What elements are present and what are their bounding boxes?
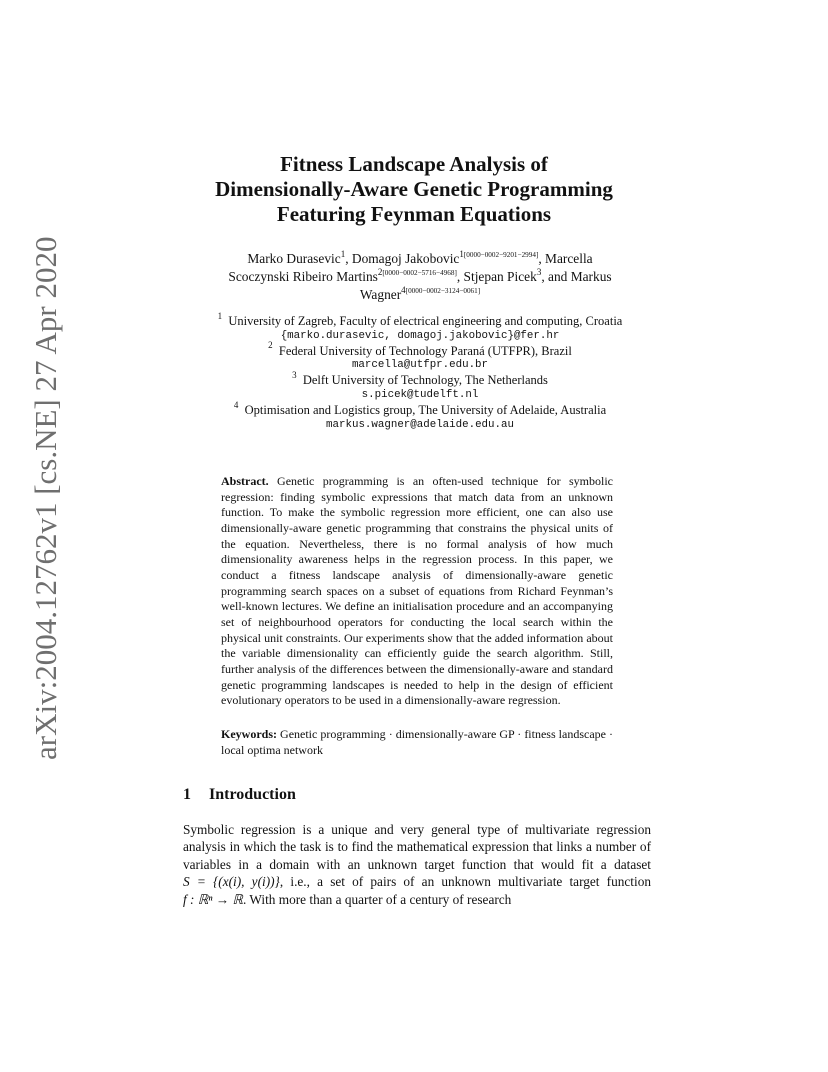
keywords-label: Keywords: bbox=[221, 727, 277, 741]
affiliation-name: $^2$ Federal University of Technology Paraná (UTFPR), Brazil bbox=[268, 340, 572, 358]
keywords-text: Genetic programming · dimensionally-aware GP · fitness landscape · local optima network bbox=[221, 727, 613, 757]
affiliation-marker: 4[0000−0002−3124−0061] bbox=[401, 284, 481, 295]
math-inline: f : ℝⁿ → ℝ bbox=[183, 891, 243, 907]
affiliation-email: s.picek@tudelft.nl bbox=[361, 388, 479, 401]
title-line: Featuring Feynman Equations bbox=[276, 202, 552, 226]
intro-paragraph bbox=[183, 821, 651, 908]
affiliation-marker: 1[0000−0002−9201−2994] bbox=[459, 248, 539, 259]
orcid-id: [0000−0002−9201−2994] bbox=[463, 250, 539, 259]
author-line bbox=[150, 286, 690, 304]
orcid-id: [0000−0002−3124−0061] bbox=[405, 286, 481, 295]
title-line: Dimensionally-Aware Genetic Programming bbox=[215, 177, 613, 201]
title-line: Fitness Landscape Analysis of bbox=[280, 152, 548, 176]
intro-text: Symbolic regression is a unique and very general type of multivariate regression analysis in which the task is to find the mathematical expression that links a number of variables in a domain with an unknown target function that would fit a dataset bbox=[183, 822, 651, 872]
author-name: , Stjepan Picek bbox=[456, 269, 537, 284]
author-list bbox=[150, 250, 690, 304]
arxiv-stamp: arXiv:2004.12762v1 [cs.NE] 27 Apr 2020 bbox=[28, 236, 63, 760]
author-name: , Marcella bbox=[538, 251, 593, 266]
affiliation-name: $^1$ University of Zagreb, Faculty of electrical engineering and computing, Croatia bbox=[217, 310, 623, 328]
abstract-text: Genetic programming is an often-used technique for symbolic regression: finding symbolic expressions that match data from an unknown function. To make the symbolic regression more efficient, one can also use dimensionally-aware genetic programming that constrains the physical units of the equation. Nevertheless, there is no formal analysis of how much dimensionality awareness helps in the regression process. In this paper, we conduct a fitness landscape analysis of dimensionally-aware genetic programming search spaces on a subset of equations from Richard Feynman’s well-known lectures. We define an initialisation procedure and an accompanying set of neighbourhood operators for conducting the local search within the physical unit constraints. Our experiments show that the added information about the variable dimensionality can efficiently guide the search algorithm. Still, further analysis of the differences between the dimensionally-aware and standard genetic programming landscapes is needed to help in the design of efficient evolutionary operators to be used in a dimensionally-aware regression. bbox=[221, 474, 614, 708]
section-title: Introduction bbox=[209, 786, 296, 803]
author-name: Marko Durasevic bbox=[247, 251, 341, 266]
author-name: Scoczynski Ribeiro Martins bbox=[228, 269, 378, 284]
author-line bbox=[150, 250, 690, 268]
affiliation-marker: 3 bbox=[536, 266, 542, 277]
keywords bbox=[221, 727, 613, 758]
affiliation-list bbox=[150, 310, 690, 432]
abstract bbox=[221, 474, 613, 709]
affiliation-email: marcella@utfpr.edu.br bbox=[351, 359, 489, 372]
affiliation-name: $^3$ Delft University of Technology, The Netherlands bbox=[292, 370, 548, 388]
affiliation-email: markus.wagner@adelaide.edu.au bbox=[326, 418, 514, 431]
paper-title bbox=[0, 152, 828, 227]
affiliation-marker: 1 bbox=[340, 248, 346, 259]
abstract-label: Abstract. bbox=[221, 474, 269, 488]
author-line bbox=[150, 268, 690, 286]
author-name: , Domagoj Jakobovic bbox=[345, 251, 460, 266]
affiliation-marker: 2[0000−0002−5716−4968] bbox=[377, 266, 457, 277]
author-name: , and Markus bbox=[541, 269, 612, 284]
section-heading bbox=[183, 785, 296, 805]
math-inline: S = {(x(i), y(i))} bbox=[183, 874, 280, 890]
affiliation-name: $^4$ Optimisation and Logistics group, The University of Adelaide, Australia bbox=[233, 399, 607, 417]
author-name: Wagner bbox=[359, 287, 402, 302]
section-number: 1 bbox=[183, 786, 191, 803]
affiliation-email: {marko.durasevic, domagoj.jakobovic}@fer.hr bbox=[280, 329, 560, 342]
orcid-id: [0000−0002−5716−4968] bbox=[382, 268, 457, 277]
intro-text: . With more than a quarter of a century of research bbox=[242, 891, 512, 907]
intro-text: , i.e., a set of pairs of an unknown multivariate target function bbox=[279, 874, 651, 890]
